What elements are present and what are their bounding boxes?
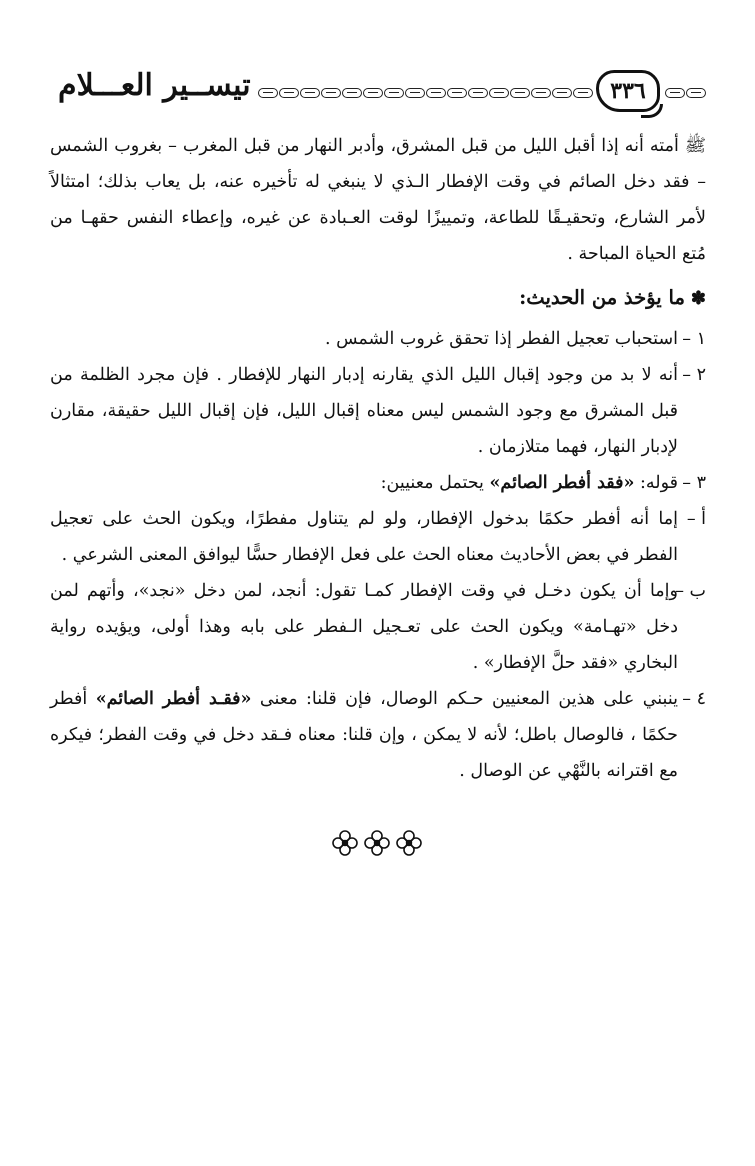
- item-number: ٣ –: [682, 473, 706, 493]
- item-text: إما أنه أفطر حكمًا بدخول الإفطار، ولو لم يتناول مفطرًا، ويكون الحث على تعجيل الفطر في بعض الأحاديث معناه الحث على فعل الإفطار حسًّا ليوافق المعنى الشرعي .: [50, 509, 678, 565]
- running-title: تيســير العـــلام: [58, 68, 251, 103]
- badge-flourish: [641, 104, 663, 118]
- list-item: [50, 501, 706, 573]
- page-number: ٣٣٦: [610, 78, 646, 104]
- item-text: ينبني على هذين المعنيين حـكم الوصال، فإن قلنا: معنى: [251, 689, 678, 709]
- flower-ornament-icon: [396, 830, 422, 856]
- item-text: استحباب تعجيل الفطر إذا تحقق غروب الشمس .: [325, 329, 678, 349]
- star-icon: ✽: [690, 288, 706, 309]
- page-body: [50, 128, 706, 789]
- section-heading: [50, 280, 706, 317]
- decorative-chain-border-right: [665, 86, 707, 100]
- item-text: يحتمل معنيين:: [380, 473, 490, 493]
- list-item: [50, 357, 706, 465]
- item-text: وإما أن يكون دخـل في وقت الإفطار كمـا تقول: أنجد، لمن دخل «نجد»، وأتهم لمن دخل «تهـامة» ويكون الحث على تعـجيل الـفطر على بابه وهذا أولى، ويؤيده رواية البخاري «فقد حلَّ الإفطار» .: [50, 581, 678, 673]
- page-header: [48, 64, 708, 124]
- hadith-quote: «فقد أفطر الصائم»: [489, 473, 635, 493]
- list-item: [50, 573, 706, 681]
- section-heading-text: ما يؤخذ من الحديث:: [519, 286, 685, 309]
- item-number: ١ –: [682, 329, 706, 349]
- list-item: [50, 321, 706, 357]
- item-text: أنه لا بد من وجود إقبال الليل الذي يقارنه إدبار النهار للإفطار . فإن مجرد الظلمة من قبل المشرق مع وجود الشمس ليس معناه إقبال الليل، فإن إقبال الليل حقيقة، مقارن لإدبار النهار، فهما متلازمان .: [50, 365, 678, 457]
- list-item: [50, 465, 706, 501]
- item-number: ب –: [675, 581, 706, 601]
- hadith-quote: «فقـد أفطر الصائم»: [95, 689, 252, 709]
- item-number: أ –: [686, 509, 706, 529]
- intro-paragraph: [50, 128, 706, 272]
- item-number: ٢ –: [682, 365, 706, 385]
- honorific-symbol: ﷺ: [684, 136, 706, 156]
- intro-text: أمته أنه إذا أقبل الليل من قبل المشرق، وأدبر النهار من قبل المغرب – بغروب الشمس – فقد دخل الصائم في وقت الإفطار الـذي لا ينبغي له تأخيره عنه، بل يعاب بذلك؛ امتثالاً لأمر الشارع، وتحقيـقًا للطاعة، وتمييزًا لوقت العـبادة عن غيره، وإعطاء النفس حقهـا من مُتع الحياة المباحة .: [50, 136, 706, 264]
- flower-ornament-icon: [332, 830, 358, 856]
- item-text: أفطر حكمًا ، فالوصال باطل؛ لأنه لا يمكن ، وإن قلنا: معناه فـقد دخل في وقت الفطر؛ فيكره مع اقترانه بالنَّهْي عن الوصال .: [50, 689, 678, 781]
- item-text: قوله:: [634, 473, 678, 493]
- flower-ornament-icon: [364, 830, 390, 856]
- decorative-chain-border: [258, 86, 596, 100]
- item-number: ٤ –: [682, 689, 706, 709]
- list-item: [50, 681, 706, 789]
- end-ornament: [332, 828, 422, 858]
